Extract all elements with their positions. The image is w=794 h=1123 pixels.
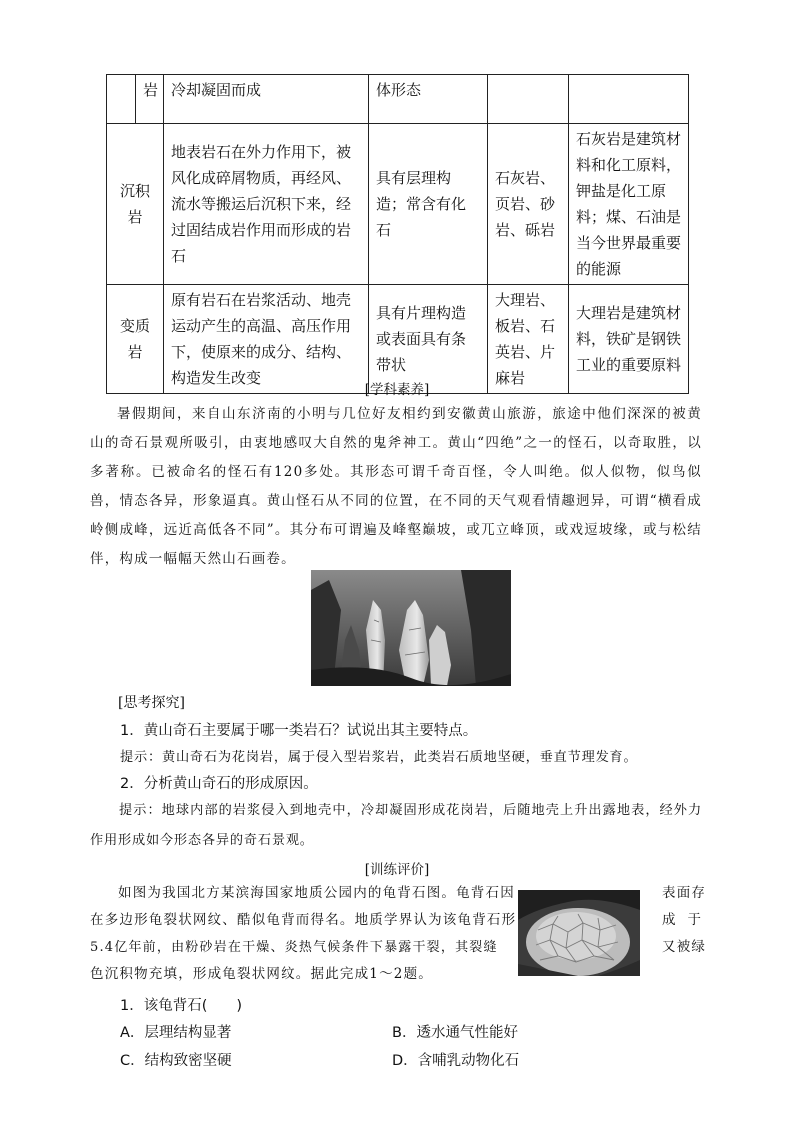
examples-cell: 石灰岩、页岩、砂岩、砾岩 xyxy=(488,124,569,285)
training-line-2-left: 在多边形龟裂状网纹、酷似龟背而得名。地质学界认为该龟背石形 xyxy=(90,912,517,928)
uses-cell xyxy=(569,75,689,124)
training-line-1-right: 表面存 xyxy=(662,885,707,901)
formation-cell: 冷却凝固而成 xyxy=(164,75,369,124)
turtle-back-stone-photo xyxy=(518,890,640,976)
explore-answer-2: 提示：地球内部的岩浆侵入到地壳中，冷却凝固形成花岗岩，后随地壳上升出露地表，经外力作用形成如今形态各异的奇石景观。 xyxy=(90,803,702,848)
table-row xyxy=(107,75,689,124)
table-row xyxy=(107,124,689,285)
rock-type-cell: 变质岩 xyxy=(107,285,164,394)
literacy-paragraph: 暑假期间，来自山东济南的小明与几位好友相约到安徽黄山旅游，旅途中他们深深的被黄山的奇石景观所吸引，由衷地感叹大自然的鬼斧神工。黄山“四绝”之一的怪石，以奇取胜，以多著称。已被命名的怪石有120多处。其形态可谓千奇百怪，令人叫绝。似人似物，似鸟似兽，情态各异，形象逼真。黄山怪石从不同的位置，在不同的天气观看情趣迥异，可谓“横看成岭侧成峰，远近高低各不同”。其分布可谓遍及峰壑巅坡，或兀立峰顶，或戏逗坡缘，或与松结伴，构成一幅幅天然山石画卷。 xyxy=(90,406,702,567)
features-cell: 具有层理构造；常含有化石 xyxy=(369,124,488,285)
explore-question-2: 2．分析黄山奇石的形成原因。 xyxy=(120,776,318,792)
explore-answer-1: 提示：黄山奇石为花岗岩，属于侵入型岩浆岩，此类岩石质地坚硬，垂直节理发育。 xyxy=(120,750,638,765)
option-c[interactable]: C．结构致密坚硬 xyxy=(120,1053,232,1069)
examples-cell xyxy=(488,75,569,124)
uses-cell: 石灰岩是建筑材料和化工原料，钾盐是化工原料；煤、石油是当今世界最重要的能源 xyxy=(569,124,689,285)
option-d[interactable]: D．含哺乳动物化石 xyxy=(392,1053,520,1069)
uses-cell: 大理岩是建筑材料，铁矿是钢铁工业的重要原料 xyxy=(569,285,689,394)
rock-type-cell-left xyxy=(107,75,136,124)
training-line-4: 色沉积物充填，形成龟裂状网纹。据此完成1～2题。 xyxy=(90,966,433,982)
rock-type-cell-right: 岩 xyxy=(136,75,164,124)
training-line-3-right: 又被绿 xyxy=(662,939,707,955)
formation-cell: 原有岩石在岩浆活动、地壳运动产生的高温、高压作用下，使原来的成分、结构、构造发生改变 xyxy=(164,285,369,394)
training-line-3-left: 5.4亿年前，由粉砂岩在干燥、炎热气候条件下暴露干裂，其裂缝 xyxy=(90,940,498,955)
huangshan-rock-photo xyxy=(311,570,511,686)
formation-cell: 地表岩石在外力作用下，被风化成碎屑物质，再经风、流水等搬运后沉积下来，经过固结成岩作用而形成的岩石 xyxy=(164,124,369,285)
option-b[interactable]: B．透水通气性能好 xyxy=(392,1025,518,1041)
features-cell: 体形态 xyxy=(369,75,488,124)
training-question-1: 1．该龟背石( ) xyxy=(120,998,243,1014)
explore-section-title: [思考探究] xyxy=(118,695,185,711)
examples-cell: 大理岩、板岩、石英岩、片麻岩 xyxy=(488,285,569,394)
explore-question-1: 1．黄山奇石主要属于哪一类岩石？试说出其主要特点。 xyxy=(120,723,478,739)
rock-type-cell: 沉积岩 xyxy=(107,124,164,285)
training-line-1-left: 如图为我国北方某滨海国家地质公园内的龟背石图。龟背石因 xyxy=(118,885,515,901)
features-cell: 具有片理构造或表面具有条带状 xyxy=(369,285,488,394)
option-a[interactable]: A．层理结构显著 xyxy=(120,1025,232,1041)
training-section-title: [训练评价] xyxy=(364,862,430,878)
training-line-2-right: 成于 xyxy=(662,912,713,928)
literacy-section-title: [学科素养] xyxy=(364,382,430,398)
rock-classification-table xyxy=(106,74,689,394)
